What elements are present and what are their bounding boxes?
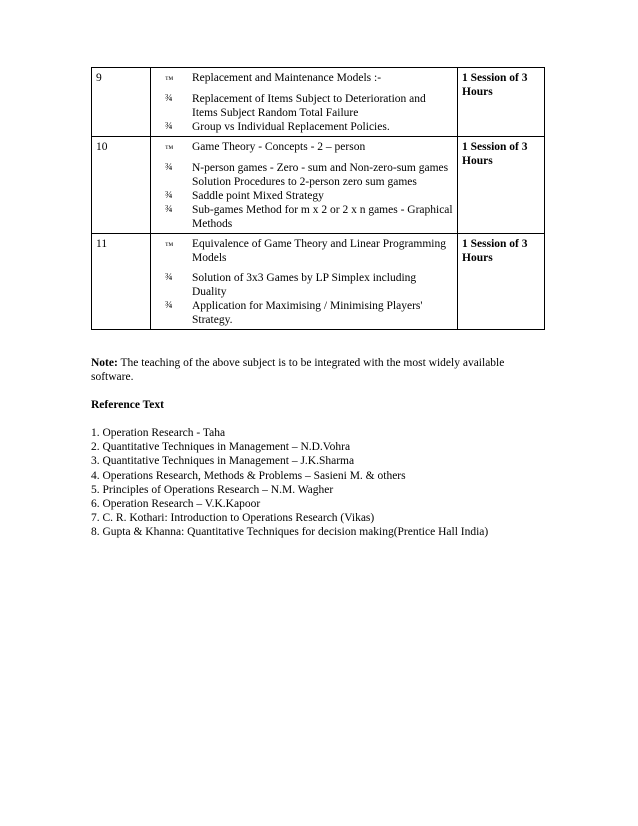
fraction-bullet-icon: ¾ xyxy=(165,300,173,311)
fraction-bullet-icon: ¾ xyxy=(165,190,173,201)
trademark-bullet-icon: ™ xyxy=(165,240,174,250)
unit-duration: 1 Session of 3 Hours xyxy=(458,234,545,330)
fraction-bullet-icon: ¾ xyxy=(165,204,173,215)
unit-heading-text: Equivalence of Game Theory and Linear Programming Models xyxy=(192,238,446,264)
trademark-bullet-icon: ™ xyxy=(165,74,174,84)
list-item-text: Sub-games Method for m x 2 or 2 x n games - Graphical Methods xyxy=(192,204,453,230)
list-item xyxy=(155,92,453,120)
note-text: The teaching of the above subject is to be integrated with the most widely available software. xyxy=(91,357,505,383)
list-item xyxy=(155,299,453,327)
list-item xyxy=(155,120,453,134)
unit-topics xyxy=(151,234,458,330)
topic-list xyxy=(155,271,453,327)
fraction-bullet-icon: ¾ xyxy=(165,162,173,173)
trademark-bullet-icon: ™ xyxy=(165,143,174,153)
reference-item: 5. Principles of Operations Research – N.M. Wagher xyxy=(91,483,334,496)
reference-item: 6. Operation Research – V.K.Kapoor xyxy=(91,498,261,511)
fraction-bullet-icon: ¾ xyxy=(165,93,173,104)
unit-duration: 1 Session of 3 Hours xyxy=(458,68,545,137)
list-item xyxy=(155,271,453,299)
syllabus-table xyxy=(91,67,545,330)
list-item-text: Saddle point Mixed Strategy xyxy=(192,190,324,202)
topic-list xyxy=(155,161,453,231)
reference-item: 3. Quantitative Techniques in Management – J.K.Sharma xyxy=(91,455,355,468)
unit-topics xyxy=(151,68,458,137)
unit-heading xyxy=(155,140,453,155)
reference-heading: Reference Text xyxy=(91,399,164,411)
list-item-text: Replacement of Items Subject to Deterioration and Items Subject Random Total Failure xyxy=(192,93,426,119)
reference-item: 1. Operation Research - Taha xyxy=(91,427,226,439)
note-label: Note: xyxy=(91,357,118,369)
unit-number: 11 xyxy=(92,234,151,330)
reference-list xyxy=(91,426,488,540)
topic-list xyxy=(155,92,453,134)
reference-item: 2. Quantitative Techniques in Management – N.D.Vohra xyxy=(91,441,351,454)
list-item xyxy=(155,203,453,231)
reference-item: 4. Operations Research, Methods & Problems – Sasieni M. & others xyxy=(91,469,406,482)
fraction-bullet-icon: ¾ xyxy=(165,272,173,283)
reference-item: 7. C. R. Kothari: Introduction to Operations Research (Vikas) xyxy=(91,512,375,525)
table-row xyxy=(92,68,545,137)
reference-item: 8. Gupta & Khanna: Quantitative Techniques for decision making(Prentice Hall India) xyxy=(91,526,489,539)
list-item-text: Application for Maximising / Minimising Players' Strategy. xyxy=(192,300,423,326)
unit-number: 10 xyxy=(92,137,151,234)
list-item-text: Solution of 3x3 Games by LP Simplex including Duality xyxy=(192,272,417,298)
unit-number: 9 xyxy=(92,68,151,137)
list-item-text: Group vs Individual Replacement Policies. xyxy=(192,121,390,133)
fraction-bullet-icon: ¾ xyxy=(165,121,173,132)
unit-duration: 1 Session of 3 Hours xyxy=(458,137,545,234)
table-row xyxy=(92,234,545,330)
note-paragraph xyxy=(91,356,541,384)
unit-heading xyxy=(155,237,453,265)
list-item xyxy=(155,161,453,189)
unit-heading-text: Replacement and Maintenance Models :- xyxy=(192,72,382,84)
unit-heading-text: Game Theory - Concepts - 2 – person xyxy=(192,141,366,153)
unit-heading xyxy=(155,71,453,86)
table-row xyxy=(92,137,545,234)
unit-topics xyxy=(151,137,458,234)
list-item-text: N-person games - Zero - sum and Non-zero-sum games Solution Procedures to 2-person zero sum games xyxy=(192,162,449,188)
list-item xyxy=(155,189,453,203)
